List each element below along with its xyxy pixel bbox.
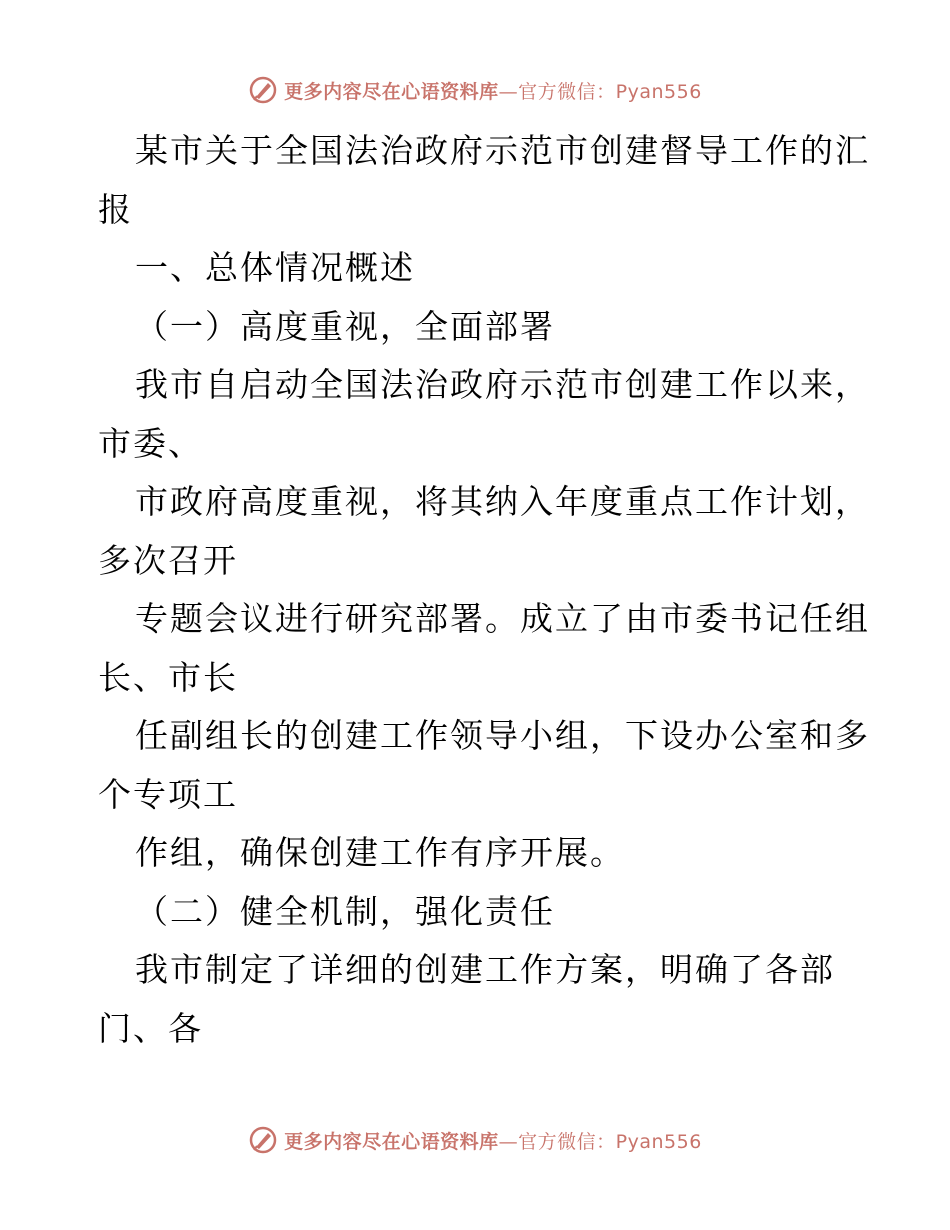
quill-pen-logo-icon bbox=[248, 75, 278, 105]
subsection-heading: （一）高度重视，全面部署 bbox=[135, 306, 555, 346]
quill-pen-logo-icon bbox=[248, 1125, 278, 1155]
header-banner bbox=[0, 70, 950, 110]
paragraph-line: 作组，确保创建工作有序开展。 bbox=[135, 833, 625, 872]
banner-caption: 更多内容尽在心语资料库—官方微信：Pyan556 bbox=[284, 80, 702, 103]
document-title: 某市关于全国法治政府示范市创建督导工作的汇 bbox=[135, 131, 870, 170]
paragraph-line: 个专项工 bbox=[98, 774, 238, 814]
paragraph-line: 长、市长 bbox=[98, 657, 238, 697]
paragraph-line: 专题会议进行研究部署。成立了由市委书记任组 bbox=[135, 599, 870, 638]
footer-banner bbox=[0, 1120, 950, 1160]
document-body bbox=[98, 122, 870, 1058]
paragraph-line: 任副组长的创建工作领导小组，下设办公室和多 bbox=[135, 716, 870, 755]
paragraph-line: 多次召开 bbox=[98, 540, 238, 580]
paragraph-line: 我市制定了详细的创建工作方案，明确了各部 bbox=[135, 950, 835, 989]
paragraph-line: 我市自启动全国法治政府示范市创建工作以来， bbox=[135, 365, 870, 404]
section-heading: 一、总体情况概述 bbox=[135, 248, 415, 287]
paragraph-line: 市政府高度重视，将其纳入年度重点工作计划， bbox=[135, 482, 870, 521]
paragraph-line: 门、各 bbox=[98, 1008, 203, 1048]
paragraph-line: 市委、 bbox=[98, 423, 203, 463]
subsection-heading: （二）健全机制，强化责任 bbox=[135, 891, 555, 931]
banner-caption: 更多内容尽在心语资料库—官方微信：Pyan556 bbox=[284, 1130, 702, 1153]
document-title-cont: 报 bbox=[98, 189, 133, 229]
